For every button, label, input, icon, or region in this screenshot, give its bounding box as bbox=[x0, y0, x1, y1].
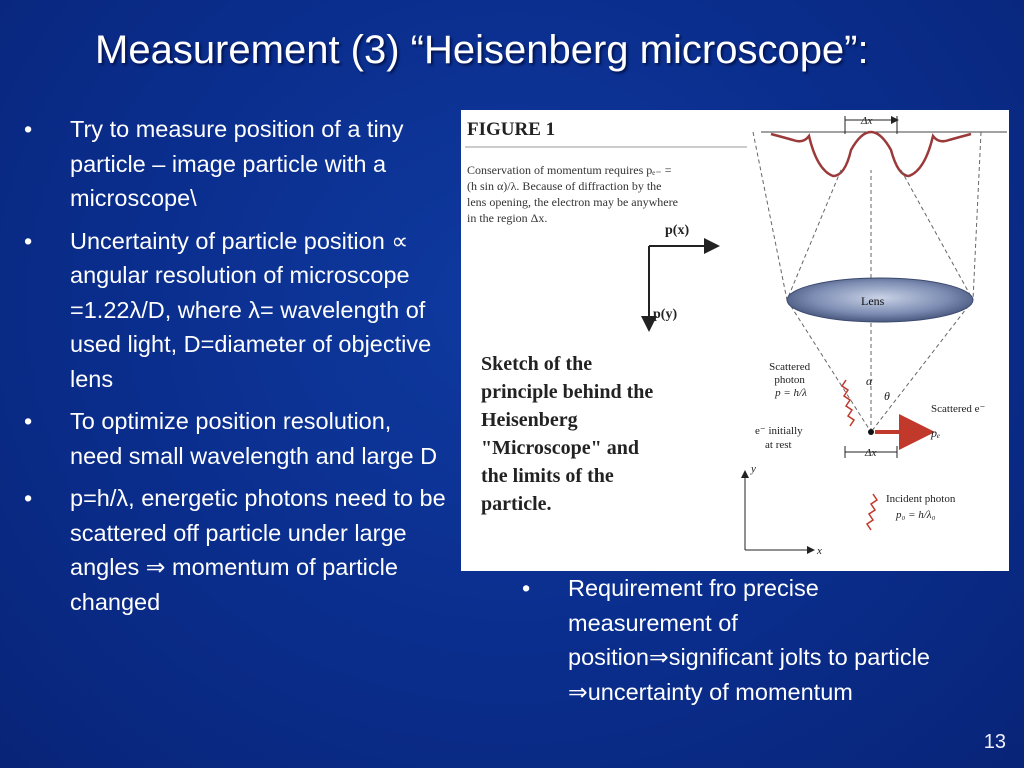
lens-label: Lens bbox=[861, 294, 885, 308]
dx-bottom-label: Δx bbox=[865, 447, 877, 459]
bullet-text: Try to measure position of a tiny particle – image particle with a microscope\ bbox=[70, 116, 404, 211]
bullet-dot: • bbox=[522, 575, 531, 601]
scattered-photon-label: Scattered photon p = h/λ bbox=[769, 361, 811, 399]
bullet-text: p=h/λ, energetic photons need to be scattered off particle under large angles ⇒ momentum of particle changed bbox=[70, 485, 446, 615]
dx-top-label: Δx bbox=[861, 115, 873, 127]
bullet-dot: • bbox=[24, 116, 33, 142]
theta-label: θ bbox=[884, 389, 890, 403]
bullet-item bbox=[520, 571, 940, 709]
bullet-item bbox=[22, 112, 447, 216]
bullet-text: Requirement fro precise measurement of position⇒significant jolts to particle ⇒uncertainty of momentum bbox=[568, 575, 930, 705]
incident-photon-wave bbox=[867, 494, 877, 530]
slide-title: Measurement (3) “Heisenberg microscope”: bbox=[95, 28, 869, 72]
bullet-text: Uncertainty of particle position ∝ angular resolution of microscope =1.22λ/D, where λ= wavelength of used light, D=diameter of objective lens bbox=[70, 227, 432, 392]
left-bullet-list bbox=[22, 112, 447, 627]
py-label: p(y) bbox=[653, 307, 678, 322]
page-number: 13 bbox=[983, 731, 1006, 753]
electron-dot bbox=[868, 429, 874, 435]
alpha-label: α bbox=[866, 374, 873, 388]
bullet-item bbox=[22, 224, 447, 397]
right-bullet-list bbox=[520, 571, 940, 717]
bullet-dot: • bbox=[24, 485, 33, 511]
sketch-caption: Sketch of the principle behind the Heisenberg "Microscope" and the limits of the particle. bbox=[481, 353, 654, 515]
figure-diagram bbox=[461, 110, 1009, 571]
incident-photon-label: Incident photon p₀ = h/λ₀ bbox=[886, 493, 956, 521]
bullet-dot: • bbox=[24, 227, 33, 254]
px-label: p(x) bbox=[665, 223, 690, 238]
bullet-text: To optimize position resolution, need small wavelength and large D bbox=[70, 408, 438, 469]
bullet-item bbox=[22, 481, 447, 619]
heisenberg-figure bbox=[461, 110, 1009, 571]
x-axis-label: x bbox=[817, 545, 822, 557]
pe-label: pₑ bbox=[931, 426, 941, 440]
y-axis-label: y bbox=[751, 463, 756, 475]
diffraction-pattern bbox=[771, 132, 971, 176]
electron-rest-label: e⁻ initially at rest bbox=[755, 425, 803, 451]
figure-caption: Conservation of momentum requires pₑ₋ = (h sin α)/λ. Because of diffraction by the lens opening, the electron may be anywhere in the region Δx. bbox=[467, 163, 678, 225]
figure-heading: FIGURE 1 bbox=[467, 119, 556, 140]
bullet-item bbox=[22, 404, 447, 473]
bullet-dot: • bbox=[24, 408, 33, 434]
scattered-electron-label: Scattered e⁻ bbox=[931, 403, 986, 415]
